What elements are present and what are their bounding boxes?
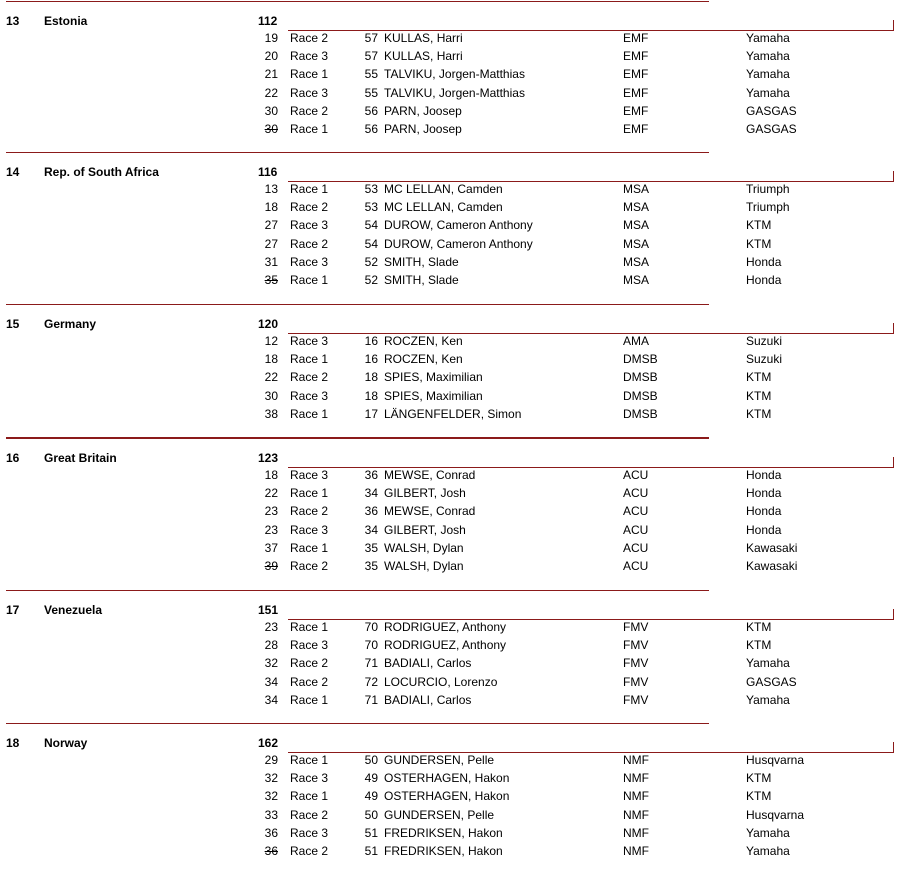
finish-position: 22: [264, 486, 278, 501]
rider-number: 55: [364, 67, 378, 82]
motorcycle-brand: Yamaha: [746, 656, 790, 671]
rider-number: 57: [364, 31, 378, 45]
motorcycle-brand: Honda: [746, 486, 782, 501]
rider-name: RODRIGUEZ, Anthony: [384, 620, 507, 634]
result-row: [0, 273, 899, 291]
rider-name: TALVIKU, Jorgen-Matthias: [384, 85, 525, 100]
team-country: Norway: [44, 736, 88, 750]
rider-name: GILBERT, Josh: [384, 486, 466, 501]
result-row: [0, 675, 899, 693]
motorcycle-brand: Husqvarna: [746, 753, 805, 767]
finish-position: 32: [264, 789, 278, 804]
rider-number: 56: [364, 103, 378, 118]
finish-position: 30: [264, 103, 278, 118]
finish-position: 36: [264, 844, 278, 858]
motorcycle-brand: KTM: [746, 638, 772, 653]
race-label: Race 3: [290, 825, 329, 840]
motorcycle-brand: Triumph: [746, 200, 790, 215]
rider-number: 53: [364, 200, 378, 215]
team-points: 120: [258, 317, 279, 331]
section-divider: [6, 723, 709, 724]
result-row: [0, 486, 899, 504]
race-label: Race 1: [290, 406, 329, 421]
result-row: [0, 104, 899, 122]
result-row: [0, 237, 899, 255]
finish-position: 18: [264, 468, 278, 482]
race-label: Race 2: [290, 559, 329, 573]
federation: EMF: [623, 85, 649, 100]
federation: NMF: [623, 789, 649, 804]
team-header: [0, 602, 899, 620]
rider-name: DUROW, Cameron Anthony: [384, 236, 533, 251]
race-label: Race 1: [290, 67, 329, 82]
rider-number: 70: [364, 638, 378, 653]
result-row: [0, 49, 899, 67]
team-rank: 13: [6, 14, 20, 28]
race-label: Race 2: [290, 807, 329, 822]
race-label: Race 3: [290, 49, 329, 64]
federation: EMF: [623, 67, 649, 82]
finish-position: 39: [264, 559, 278, 573]
federation: FMV: [623, 656, 649, 671]
rider-name: MEWSE, Conrad: [384, 504, 476, 519]
rider-number: 72: [364, 674, 378, 689]
rider-name: PARN, Joosep: [384, 122, 462, 136]
rider-number: 16: [364, 352, 378, 367]
federation: EMF: [623, 122, 649, 136]
motorcycle-brand: Honda: [746, 254, 782, 269]
team-header: [0, 13, 899, 31]
federation: NMF: [623, 807, 649, 822]
rider-number: 52: [364, 254, 378, 269]
rider-name: WALSH, Dylan: [384, 540, 464, 555]
motorcycle-brand: Suzuki: [746, 352, 783, 367]
rider-number: 51: [364, 844, 378, 858]
rider-name: ROCZEN, Ken: [384, 352, 463, 367]
finish-position: 27: [264, 218, 278, 233]
team-rank: 15: [6, 317, 20, 331]
race-label: Race 2: [290, 200, 329, 215]
finish-position: 12: [264, 334, 278, 348]
motorcycle-brand: GASGAS: [746, 103, 797, 118]
federation: NMF: [623, 844, 649, 858]
rider-name: DUROW, Cameron Anthony: [384, 218, 533, 233]
team-header: [0, 735, 899, 753]
finish-position: 33: [264, 807, 278, 822]
rider-number: 50: [364, 807, 378, 822]
team-points: 112: [258, 14, 278, 28]
rider-number: 49: [364, 771, 378, 786]
team-points: 151: [258, 603, 279, 617]
rider-number: 35: [364, 559, 378, 573]
federation: EMF: [623, 103, 649, 118]
federation: AMA: [623, 334, 650, 348]
header-bracket-line: [288, 742, 894, 753]
team-rank: 14: [6, 165, 20, 179]
rider-number: 49: [364, 789, 378, 804]
result-row: [0, 255, 899, 273]
rider-number: 18: [364, 370, 378, 385]
motorcycle-brand: KTM: [746, 406, 772, 421]
result-row: [0, 67, 899, 85]
result-row: [0, 200, 899, 218]
result-row: [0, 656, 899, 674]
rider-number: 70: [364, 620, 378, 634]
rider-name: BADIALI, Carlos: [384, 656, 472, 671]
team-country: Venezuela: [44, 603, 103, 617]
motorcycle-brand: Yamaha: [746, 67, 790, 82]
federation: ACU: [623, 504, 649, 519]
federation: EMF: [623, 49, 649, 64]
finish-position: 23: [264, 504, 278, 519]
result-row: [0, 753, 899, 771]
rider-name: OSTERHAGEN, Hakon: [384, 771, 510, 786]
rider-name: KULLAS, Harri: [384, 31, 463, 45]
team-country: Rep. of South Africa: [44, 165, 159, 179]
rider-number: 55: [364, 85, 378, 100]
motorcycle-brand: Suzuki: [746, 334, 783, 348]
finish-position: 18: [264, 352, 278, 367]
rider-number: 34: [364, 522, 378, 537]
result-row: [0, 31, 899, 49]
rider-name: GUNDERSEN, Pelle: [384, 753, 495, 767]
finish-position: 23: [264, 522, 278, 537]
motorcycle-brand: KTM: [746, 789, 772, 804]
result-row: [0, 771, 899, 789]
race-label: Race 2: [290, 370, 329, 385]
motorcycle-brand: Kawasaki: [746, 540, 798, 555]
result-row: [0, 468, 899, 486]
finish-position: 30: [264, 122, 278, 136]
header-bracket-line: [288, 20, 894, 31]
result-row: [0, 693, 899, 711]
motorcycle-brand: Triumph: [746, 182, 790, 196]
rider-number: 36: [364, 504, 378, 519]
finish-position: 32: [264, 771, 278, 786]
race-label: Race 3: [290, 638, 329, 653]
finish-position: 34: [264, 692, 278, 707]
federation: FMV: [623, 674, 649, 689]
race-label: Race 1: [290, 692, 329, 707]
rider-number: 17: [364, 406, 378, 421]
finish-position: 27: [264, 236, 278, 251]
federation: NMF: [623, 825, 649, 840]
result-row: [0, 86, 899, 104]
finish-position: 18: [264, 200, 278, 215]
rider-number: 50: [364, 753, 378, 767]
race-label: Race 1: [290, 540, 329, 555]
result-row: [0, 389, 899, 407]
federation: MSA: [623, 236, 650, 251]
rider-number: 52: [364, 273, 378, 287]
race-label: Race 3: [290, 334, 329, 348]
result-row: [0, 620, 899, 638]
finish-position: 36: [264, 825, 278, 840]
rider-number: 18: [364, 388, 378, 403]
rider-number: 71: [364, 656, 378, 671]
motorcycle-brand: Husqvarna: [746, 807, 805, 822]
motorcycle-brand: Yamaha: [746, 844, 790, 858]
race-label: Race 1: [290, 486, 329, 501]
finish-position: 37: [264, 540, 278, 555]
race-label: Race 3: [290, 468, 329, 482]
result-row: [0, 370, 899, 388]
race-label: Race 1: [290, 789, 329, 804]
motorcycle-brand: KTM: [746, 620, 772, 634]
result-row: [0, 334, 899, 352]
header-bracket-line: [288, 171, 894, 182]
rider-name: TALVIKU, Jorgen-Matthias: [384, 67, 525, 82]
motorcycle-brand: Honda: [746, 504, 782, 519]
finish-position: 20: [264, 49, 278, 64]
race-label: Race 1: [290, 273, 329, 287]
federation: ACU: [623, 522, 649, 537]
rider-name: PARN, Joosep: [384, 103, 462, 118]
rider-number: 56: [364, 122, 378, 136]
federation: DMSB: [623, 406, 658, 421]
result-row: [0, 826, 899, 844]
rider-name: KULLAS, Harri: [384, 49, 463, 64]
motorcycle-brand: Yamaha: [746, 692, 790, 707]
result-row: [0, 182, 899, 200]
rider-number: 16: [364, 334, 378, 348]
rider-name: FREDRIKSEN, Hakon: [384, 825, 503, 840]
rider-name: SMITH, Slade: [384, 273, 459, 287]
rider-name: ROCZEN, Ken: [384, 334, 463, 348]
race-label: Race 1: [290, 352, 329, 367]
motorcycle-brand: Kawasaki: [746, 559, 798, 573]
header-bracket-line: [288, 323, 894, 334]
race-label: Race 1: [290, 620, 329, 634]
rider-name: BADIALI, Carlos: [384, 692, 472, 707]
federation: MSA: [623, 200, 650, 215]
rider-name: GUNDERSEN, Pelle: [384, 807, 495, 822]
federation: ACU: [623, 468, 649, 482]
finish-position: 13: [264, 182, 278, 196]
federation: MSA: [623, 273, 650, 287]
finish-position: 38: [264, 406, 278, 421]
rider-number: 53: [364, 182, 378, 196]
result-row: [0, 504, 899, 522]
rider-name: SMITH, Slade: [384, 254, 459, 269]
federation: DMSB: [623, 370, 658, 385]
federation: FMV: [623, 692, 649, 707]
race-label: Race 2: [290, 504, 329, 519]
race-label: Race 3: [290, 254, 329, 269]
rider-number: 36: [364, 468, 378, 482]
race-label: Race 2: [290, 31, 329, 45]
section-divider: [6, 304, 709, 305]
race-label: Race 2: [290, 236, 329, 251]
rider-name: LÄNGENFELDER, Simon: [384, 406, 522, 421]
federation: ACU: [623, 486, 649, 501]
team-country: Germany: [44, 317, 97, 331]
motorcycle-brand: Honda: [746, 468, 782, 482]
team-rank: 18: [6, 736, 20, 750]
header-bracket-line: [288, 457, 894, 468]
federation: ACU: [623, 559, 649, 573]
finish-position: 28: [264, 638, 278, 653]
federation: NMF: [623, 771, 649, 786]
motorcycle-brand: Yamaha: [746, 85, 790, 100]
finish-position: 22: [264, 85, 278, 100]
section-divider: [6, 437, 709, 439]
federation: FMV: [623, 638, 649, 653]
race-label: Race 3: [290, 771, 329, 786]
result-row: [0, 218, 899, 236]
team-rank: 17: [6, 603, 20, 617]
race-label: Race 2: [290, 674, 329, 689]
result-row: [0, 789, 899, 807]
motorcycle-brand: KTM: [746, 236, 772, 251]
result-row: [0, 559, 899, 577]
finish-position: 34: [264, 674, 278, 689]
rider-name: GILBERT, Josh: [384, 522, 466, 537]
result-row: [0, 352, 899, 370]
motorcycle-brand: KTM: [746, 771, 772, 786]
result-row: [0, 638, 899, 656]
rider-name: OSTERHAGEN, Hakon: [384, 789, 510, 804]
rider-name: LOCURCIO, Lorenzo: [384, 674, 498, 689]
federation: MSA: [623, 218, 650, 233]
motorcycle-brand: KTM: [746, 388, 772, 403]
result-row: [0, 808, 899, 826]
motorcycle-brand: Honda: [746, 522, 782, 537]
race-label: Race 3: [290, 85, 329, 100]
rider-number: 57: [364, 49, 378, 64]
rider-number: 34: [364, 486, 378, 501]
team-header: [0, 316, 899, 334]
finish-position: 21: [264, 67, 278, 82]
section-divider: [6, 1, 709, 2]
finish-position: 19: [264, 31, 278, 45]
rider-number: 51: [364, 825, 378, 840]
team-header: [0, 164, 899, 182]
finish-position: 30: [264, 388, 278, 403]
section-divider: [6, 152, 709, 153]
finish-position: 29: [264, 753, 278, 767]
race-label: Race 3: [290, 388, 329, 403]
motorcycle-brand: Yamaha: [746, 31, 790, 45]
motorcycle-brand: Yamaha: [746, 825, 790, 840]
rider-number: 71: [364, 692, 378, 707]
finish-position: 32: [264, 656, 278, 671]
team-country: Estonia: [44, 14, 88, 28]
rider-number: 54: [364, 236, 378, 251]
rider-number: 54: [364, 218, 378, 233]
team-header: [0, 450, 899, 468]
federation: MSA: [623, 254, 650, 269]
finish-position: 31: [264, 254, 278, 269]
motorcycle-brand: KTM: [746, 370, 772, 385]
federation: EMF: [623, 31, 649, 45]
result-row: [0, 122, 899, 140]
finish-position: 22: [264, 370, 278, 385]
team-country: Great Britain: [44, 451, 117, 465]
rider-name: MC LELLAN, Camden: [384, 182, 503, 196]
federation: FMV: [623, 620, 649, 634]
motorcycle-brand: KTM: [746, 218, 772, 233]
race-label: Race 2: [290, 844, 329, 858]
federation: DMSB: [623, 388, 658, 403]
rider-name: RODRIGUEZ, Anthony: [384, 638, 507, 653]
result-row: [0, 541, 899, 559]
rider-name: SPIES, Maximilian: [384, 388, 483, 403]
team-points: 123: [258, 451, 279, 465]
header-bracket-line: [288, 609, 894, 620]
race-label: Race 1: [290, 182, 329, 196]
race-label: Race 2: [290, 103, 329, 118]
rider-name: WALSH, Dylan: [384, 559, 464, 573]
race-label: Race 1: [290, 122, 329, 136]
motorcycle-brand: GASGAS: [746, 674, 797, 689]
rider-name: SPIES, Maximilian: [384, 370, 483, 385]
result-row: [0, 407, 899, 425]
finish-position: 35: [264, 273, 278, 287]
race-label: Race 3: [290, 218, 329, 233]
race-label: Race 2: [290, 656, 329, 671]
motorcycle-brand: Honda: [746, 273, 782, 287]
federation: MSA: [623, 182, 650, 196]
team-points: 162: [258, 736, 279, 750]
team-rank: 16: [6, 451, 20, 465]
motorcycle-brand: Yamaha: [746, 49, 790, 64]
race-label: Race 3: [290, 522, 329, 537]
rider-number: 35: [364, 540, 378, 555]
motorcycle-brand: GASGAS: [746, 122, 797, 136]
finish-position: 23: [264, 620, 278, 634]
team-points: 116: [258, 165, 278, 179]
federation: ACU: [623, 540, 649, 555]
federation: NMF: [623, 753, 649, 767]
section-divider: [6, 590, 709, 591]
rider-name: FREDRIKSEN, Hakon: [384, 844, 503, 858]
rider-name: MEWSE, Conrad: [384, 468, 476, 482]
rider-name: MC LELLAN, Camden: [384, 200, 503, 215]
result-row: [0, 844, 899, 862]
result-row: [0, 523, 899, 541]
federation: DMSB: [623, 352, 658, 367]
race-label: Race 1: [290, 753, 329, 767]
